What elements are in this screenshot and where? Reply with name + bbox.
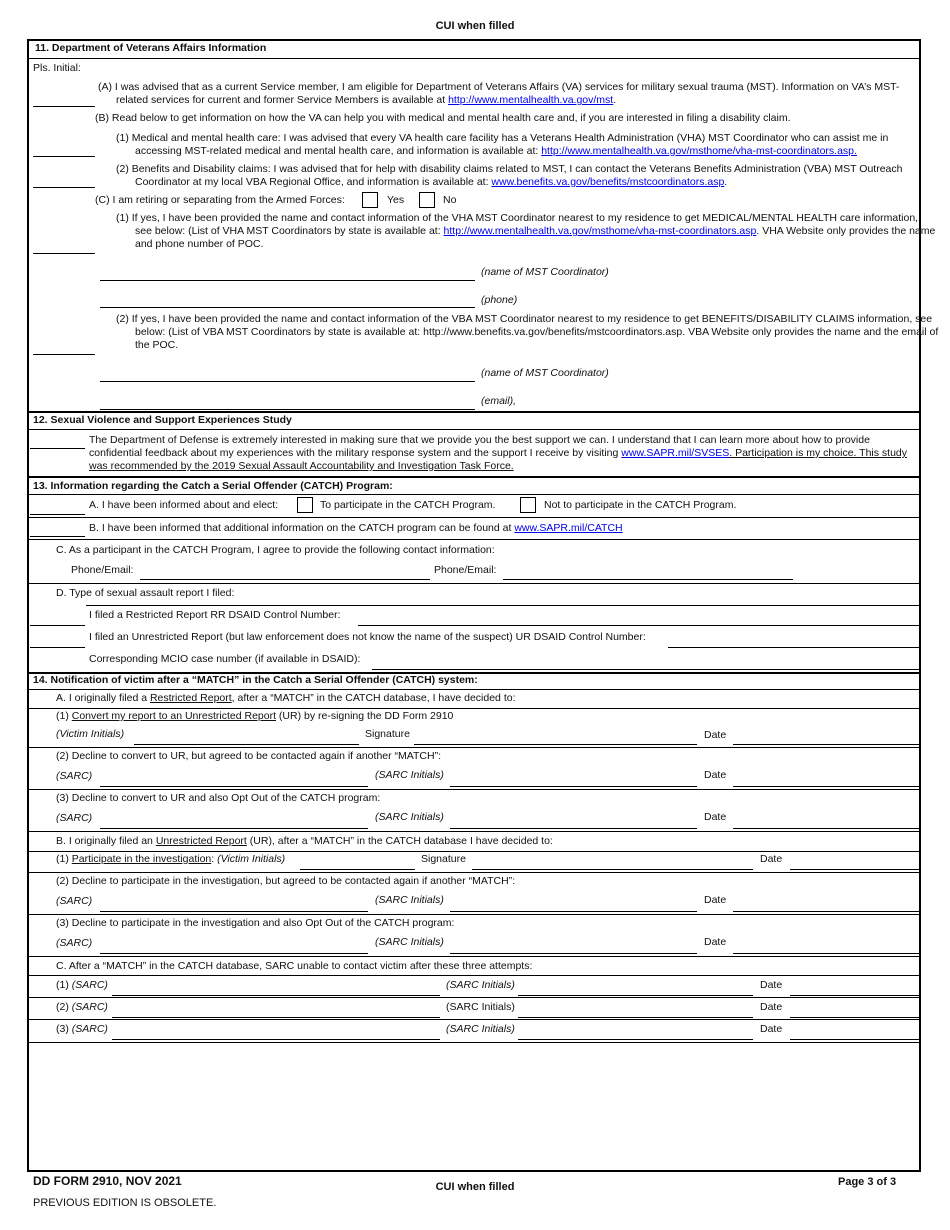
- catch-link[interactable]: www.SAPR.mil/CATCH: [514, 522, 623, 534]
- attempt-2-sarc-field[interactable]: [112, 1017, 440, 1018]
- s14-a1-text: (1) Convert my report to an Unrestricted Report (UR) by re-signing the DD Form 2910: [56, 710, 454, 722]
- sarc-initials-label: (SARC Initials): [446, 1001, 515, 1013]
- retiring-no-checkbox[interactable]: [419, 192, 435, 208]
- rr-label: I filed a Restricted Report RR DSAID Control Number:: [89, 609, 341, 621]
- date-label: Date: [704, 811, 727, 823]
- s11-b2-text: (2) Benefits and Disability claims: I was advised that for help with disability claims related to MST, I can contact the Veterans Benefits Administration (VBA) MST Outreach Coordinator at my local VBA Regional Office, and information is available at: www.benefits.va.gov/benefits/mstcoordinators.asp.: [116, 163, 903, 188]
- previous-edition-note: PREVIOUS EDITION IS OBSOLETE.: [33, 1197, 217, 1209]
- form-number: DD FORM 2910, NOV 2021: [33, 1174, 182, 1188]
- sarc-initials-field[interactable]: [450, 953, 697, 954]
- date-field[interactable]: [733, 953, 920, 954]
- initial-field-c2[interactable]: [33, 354, 95, 355]
- mcio-label: Corresponding MCIO case number (if available in DSAID):: [89, 653, 361, 665]
- s14-a2-text: (2) Decline to convert to UR, but agreed to be contacted again if another “MATCH”:: [56, 750, 441, 762]
- s13-c-text: C. As a participant in the CATCH Program, I agree to provide the following contact information:: [56, 544, 495, 556]
- phone-email-label-1: Phone/Email:: [71, 564, 134, 576]
- s11-b-text: (B) Read below to get information on how the VA can help you with medical and mental health care and, if you are interested in filing a disability claim.: [95, 112, 791, 124]
- date-label: Date: [704, 769, 727, 781]
- sarc-initials-label: (SARC Initials): [375, 811, 444, 823]
- s14-a3-text: (3) Decline to convert to UR and also Opt Out of the CATCH program:: [56, 792, 381, 804]
- section-14-title: 14. Notification of victim after a “MATCH” in the Catch a Serial Offender (CATCH) system:: [33, 674, 478, 686]
- divider: [28, 517, 920, 518]
- section-11-title: 11. Department of Veterans Affairs Information: [35, 42, 267, 54]
- s14-a-text: A. I originally filed a Restricted Report, after a “MATCH” in the CATCH database, I have decided to:: [56, 692, 516, 704]
- s11-c-text: (C) I am retiring or separating from the Armed Forces:: [95, 194, 345, 206]
- divider: [28, 747, 920, 748]
- vba-coordinator-name-field[interactable]: [100, 381, 475, 382]
- sarc-initials-label: (SARC Initials): [375, 894, 444, 906]
- signature-label: Signature: [365, 728, 410, 740]
- sarc-initials-label: (SARC Initials): [446, 1023, 515, 1035]
- vha-coordinators-link[interactable]: http://www.mentalhealth.va.gov/msthome/vha-mst-coordinators.asp.: [541, 145, 857, 157]
- divider: [28, 914, 920, 915]
- s13-a-text: A. I have been informed about and elect:: [89, 499, 279, 511]
- ur-control-number-field[interactable]: [668, 647, 920, 648]
- vba-coordinator-email-label: (email),: [481, 395, 517, 407]
- initial-field-a[interactable]: [33, 106, 95, 107]
- divider: [28, 1019, 920, 1020]
- vha-coordinator-phone-field[interactable]: [100, 307, 475, 308]
- victim-initials-field[interactable]: [300, 869, 415, 870]
- divider: [28, 872, 920, 873]
- sarc-initials-field[interactable]: [450, 828, 697, 829]
- page-number: Page 3 of 3: [838, 1176, 897, 1188]
- section-13-title: 13. Information regarding the Catch a Serial Offender (CATCH) Program:: [33, 480, 393, 492]
- initial-field-rr[interactable]: [30, 625, 85, 626]
- sarc-initials-label: (SARC Initials): [446, 979, 515, 991]
- victim-initials-field[interactable]: [134, 744, 359, 745]
- ur-label: I filed an Unrestricted Report (but law enforcement does not know the name of the suspect) UR DSAID Control Number:: [89, 631, 646, 643]
- catch-participate-checkbox[interactable]: [297, 497, 313, 513]
- initial-field-ur[interactable]: [30, 647, 85, 648]
- date-label: Date: [704, 729, 727, 741]
- divider: [28, 997, 920, 998]
- date-field[interactable]: [790, 869, 920, 870]
- cui-footer: CUI when filled: [435, 1181, 515, 1193]
- sarc-label: (SARC): [56, 937, 93, 949]
- attempt-3-label: (3) (SARC): [56, 1023, 108, 1035]
- cui-header: CUI when filled: [435, 20, 515, 32]
- phone-email-label-2: Phone/Email:: [434, 564, 497, 576]
- phone-email-field-1[interactable]: [140, 579, 430, 580]
- s11-a-text: (A) I was advised that as a current Service member, I am eligible for Department of Veterans Affairs (VA) services for military sexual trauma (MST). Information on VA’s MST-related services for current and former Service Members is available at http://www.mentalhealth.va.gov/mst.: [98, 81, 900, 106]
- section-12-title: 12. Sexual Violence and Support Experiences Study: [33, 414, 292, 426]
- date-label: Date: [760, 853, 783, 865]
- signature-field[interactable]: [414, 744, 697, 745]
- catch-decline-label: Not to participate in the CATCH Program.: [544, 499, 737, 511]
- initial-field-13a[interactable]: [30, 514, 85, 515]
- attempt-3-sarc-initials-field[interactable]: [518, 1039, 753, 1040]
- svses-link[interactable]: www.SAPR.mil/SVSES: [621, 447, 730, 459]
- attempt-2-date-field[interactable]: [790, 1017, 920, 1018]
- s14-b-text: B. I originally filed an Unrestricted Report (UR), after a “MATCH” in the CATCH database I have decided to:: [56, 835, 553, 847]
- s13-b-text: B. I have been informed that additional information on the CATCH program can be found at www.SAPR.mil/CATCH: [89, 522, 623, 534]
- signature-label: Signature: [421, 853, 466, 865]
- s11-c1-text: (1) If yes, I have been provided the name and contact information of the VHA MST Coordinator nearest to my residence to get MEDICAL/MENTAL HEALTH care information, see below: (List of VHA MST Coordinators by state is available at: http://www.mentalhealth.va.gov/msthome/vha-mst-coordinators.asp. VHA Website only provides the name and phone number of POC.: [116, 212, 936, 250]
- initial-field-b1[interactable]: [33, 156, 95, 157]
- divider: [28, 689, 920, 690]
- divider: [28, 789, 920, 790]
- divider: [28, 539, 920, 540]
- attempt-1-sarc-initials-field[interactable]: [518, 995, 753, 996]
- s14-b2-text: (2) Decline to participate in the investigation, but agreed to be contacted again if another “MATCH”:: [56, 875, 516, 887]
- divider: [28, 708, 920, 709]
- vha-coordinators-link-2[interactable]: http://www.mentalhealth.va.gov/msthome/vha-mst-coordinators.asp: [443, 225, 757, 237]
- divider: [86, 605, 920, 606]
- vba-coordinator-name-label: (name of MST Coordinator): [481, 367, 609, 379]
- attempt-1-label: (1) (SARC): [56, 979, 108, 991]
- retiring-yes-label: Yes: [387, 194, 405, 206]
- s14-b1-text: (1) Participate in the investigation: (Victim Initials): [56, 853, 286, 865]
- sarc-field[interactable]: [100, 828, 368, 829]
- divider: [28, 1042, 920, 1043]
- date-label: Date: [760, 1001, 783, 1013]
- divider: [28, 429, 920, 430]
- divider: [28, 494, 920, 495]
- date-field[interactable]: [733, 828, 920, 829]
- vba-coordinators-link[interactable]: www.benefits.va.gov/benefits/mstcoordinators.asp: [491, 176, 725, 188]
- s14-c-text: C. After a “MATCH” in the CATCH database, SARC unable to contact victim after these three attempts:: [56, 960, 533, 972]
- s11-b1-text: (1) Medical and mental health care: I was advised that every VA health care facility has a Veterans Health Administration (VHA) MST Coordinator who can assist me in accessing MST-related medical and mental health care, and information is available at: http://www.mentalhealth.va.gov/msthome/vha-mst-coordinators.asp.: [116, 132, 889, 157]
- attempt-1-sarc-field[interactable]: [112, 995, 440, 996]
- catch-decline-checkbox[interactable]: [520, 497, 536, 513]
- divider: [28, 956, 920, 957]
- sarc-field[interactable]: [100, 911, 368, 912]
- initial-field-b2[interactable]: [33, 187, 95, 188]
- s12-text: The Department of Defense is extremely interested in making sure that we provide you the best support we can. I understand that I can learn more about how to provide confidential feedback about my experiences with the military response system and the support I receive by visiting www.SAPR.mil/SVSES. Participation is my choice. This study was recommended by the 2019 Sexual Assault Accountability and Investigation Task Force.: [89, 434, 908, 472]
- attempt-1-date-field[interactable]: [790, 995, 920, 996]
- date-field[interactable]: [733, 744, 920, 745]
- attempt-2-sarc-initials-field[interactable]: [518, 1017, 753, 1018]
- divider: [28, 58, 920, 59]
- vha-coordinator-phone-label: (phone): [481, 294, 518, 306]
- initial-field-12[interactable]: [30, 448, 85, 449]
- date-label: Date: [704, 894, 727, 906]
- signature-field[interactable]: [472, 869, 753, 870]
- divider: [28, 851, 920, 852]
- sarc-initials-label: (SARC Initials): [375, 936, 444, 948]
- vba-coordinator-email-field[interactable]: [100, 409, 475, 410]
- divider: [28, 583, 920, 584]
- attempt-2-label: (2) (SARC): [56, 1001, 108, 1013]
- attempt-3-date-field[interactable]: [790, 1039, 920, 1040]
- s13-d-text: D. Type of sexual assault report I filed:: [56, 587, 235, 599]
- vha-coordinator-name-field[interactable]: [100, 280, 475, 281]
- sarc-initials-field[interactable]: [450, 786, 697, 787]
- divider: [28, 831, 920, 832]
- sarc-label: (SARC): [56, 895, 93, 907]
- catch-participate-label: To participate in the CATCH Program.: [320, 499, 496, 511]
- mcio-case-number-field[interactable]: [372, 669, 920, 670]
- s11-c2-text: (2) If yes, I have been provided the name and contact information of the VBA MST Coordinator nearest to my residence to get BENEFITS/DISABILITY CLAIMS information, see below: (List of VBA MST Coordinators by state is available at: http://www.benefits.va.gov/benefits/mstcoordinators.asp. VBA Website only provides the name and the email of the POC.: [116, 313, 939, 351]
- divider: [28, 476, 920, 478]
- rr-control-number-field[interactable]: [358, 625, 920, 626]
- date-label: Date: [704, 936, 727, 948]
- sarc-field[interactable]: [100, 786, 368, 787]
- initial-field-13b[interactable]: [30, 536, 85, 537]
- victim-initials-label: (Victim Initials): [56, 728, 125, 740]
- sarc-label: (SARC): [56, 812, 93, 824]
- initial-field-c1[interactable]: [33, 253, 95, 254]
- sarc-field[interactable]: [100, 953, 368, 954]
- date-field[interactable]: [733, 911, 920, 912]
- mst-link[interactable]: http://www.mentalhealth.va.gov/mst: [448, 94, 614, 106]
- date-label: Date: [760, 979, 783, 991]
- sarc-initials-label: (SARC Initials): [375, 769, 444, 781]
- s14-b3-text: (3) Decline to participate in the investigation and also Opt Out of the CATCH program:: [56, 917, 455, 929]
- vha-coordinator-name-label: (name of MST Coordinator): [481, 266, 609, 278]
- divider: [28, 411, 920, 413]
- date-field[interactable]: [733, 786, 920, 787]
- attempt-3-sarc-field[interactable]: [112, 1039, 440, 1040]
- divider: [28, 975, 920, 976]
- phone-email-field-2[interactable]: [503, 579, 793, 580]
- sarc-label: (SARC): [56, 770, 93, 782]
- sarc-initials-field[interactable]: [450, 911, 697, 912]
- retiring-no-label: No: [443, 194, 457, 206]
- retiring-yes-checkbox[interactable]: [362, 192, 378, 208]
- date-label: Date: [760, 1023, 783, 1035]
- pls-initial-label: Pls. Initial:: [33, 62, 81, 74]
